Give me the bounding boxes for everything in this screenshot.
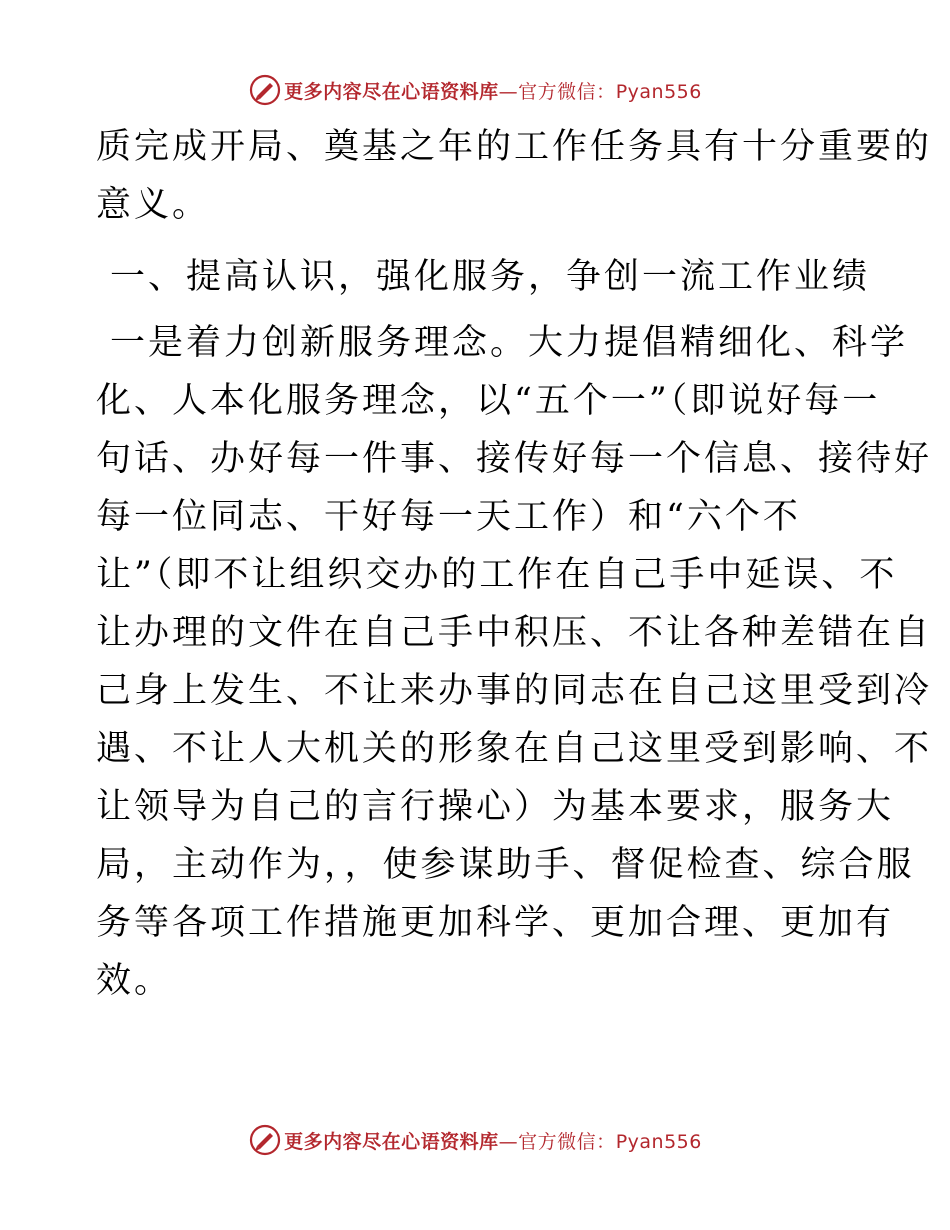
watermark-brand: 更多内容尽在心语资料库	[284, 80, 499, 103]
body-line: 己身上发生、不让来办事的同志在自己这里受到冷	[96, 671, 933, 711]
watermark-text	[284, 1127, 702, 1154]
body-line: 遇、不让人大机关的形象在自己这里受到影响、不	[96, 729, 933, 769]
pen-logo-icon	[248, 1123, 282, 1157]
watermark-contact: 官方微信：	[518, 80, 616, 103]
watermark-text	[284, 77, 702, 104]
body-line: 每一位同志、干好每一天工作）和“六个不	[96, 497, 801, 537]
watermark-id: Pyan556	[615, 80, 702, 103]
pen-logo-icon	[248, 73, 282, 107]
body-line: 意义。	[96, 185, 211, 225]
body-line: 效。	[96, 961, 173, 1001]
header-watermark	[0, 72, 950, 108]
body-line: 务等各项工作措施更加科学、更加合理、更加有	[96, 903, 895, 943]
body-line: 让办理的文件在自己手中积压、不让各种差错在自	[96, 613, 933, 653]
watermark-id: Pyan556	[615, 1130, 702, 1153]
body-line: 化、人本化服务理念，以“五个一”（即说好每一	[96, 381, 881, 421]
body-line: 质完成开局、奠基之年的工作任务具有十分重要的	[96, 127, 933, 167]
body-line: 句话、办好每一件事、接传好每一个信息、接待好	[96, 439, 933, 479]
body-line: 局，主动作为，，使参谋助手、督促检查、综合服	[96, 845, 915, 885]
document-body	[96, 118, 933, 1010]
footer-watermark	[0, 1122, 950, 1158]
section-heading: 一、提高认识，强化服务，争创一流工作业绩	[110, 257, 871, 297]
body-line: 一是着力创新服务理念。大力提倡精细化、科学	[110, 323, 909, 363]
watermark-dash: —	[498, 1130, 519, 1153]
watermark-brand: 更多内容尽在心语资料库	[284, 1130, 499, 1153]
watermark-contact: 官方微信：	[518, 1130, 616, 1153]
body-line: 让”（即不让组织交办的工作在自己手中延误、不	[96, 555, 898, 595]
body-line: 让领导为自己的言行操心）为基本要求，服务大	[96, 787, 895, 827]
watermark-dash: —	[498, 80, 519, 103]
